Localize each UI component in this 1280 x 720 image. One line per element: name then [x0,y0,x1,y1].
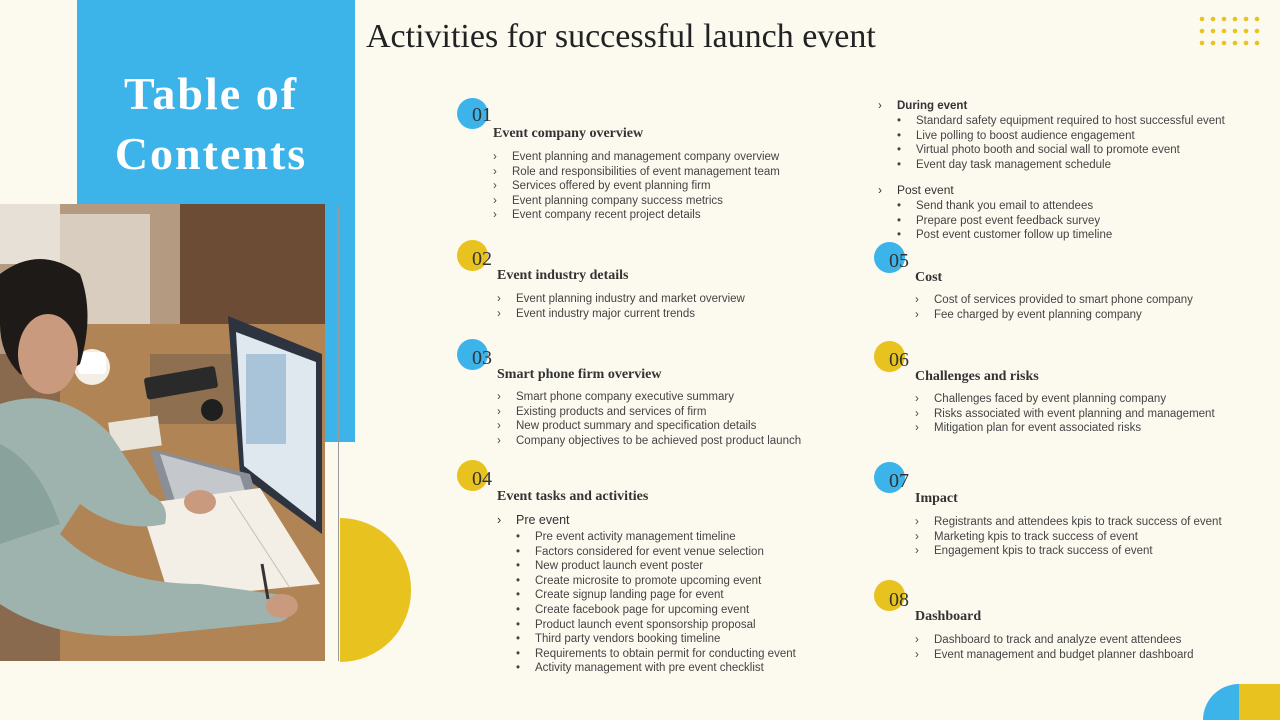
section-04-list [516,530,796,676]
list-item: • Live polling to boost audience engagement [897,129,1135,142]
corner-decoration [1203,684,1280,720]
list-item: › Existing products and services of firm [497,405,707,418]
toc-title-line1: Table of [123,68,299,119]
list-item: › Risks associated with event planning and management [915,407,1215,420]
dot-grid-decoration [1199,16,1261,48]
section-08-title: Dashboard [915,609,982,624]
list-item: • Pre event activity management timeline [516,531,736,543]
list-item: • Third party vendors booking timeline [516,633,721,646]
section-04-number: 04 [472,468,492,490]
list-item: • Factors considered for event venue selection [516,545,764,558]
section-03-list [497,390,801,448]
list-item: › Dashboard to track and analyze event attendees [915,634,1182,646]
list-item: › Company objectives to be achieved post product launch [497,434,802,447]
list-item: › Event company recent project details [493,209,701,222]
list-item: › Fee charged by event planning company [915,308,1142,321]
section-06-title: Challenges and risks [915,369,1039,384]
list-item: › Registrants and attendees kpis to track success of event [915,516,1222,528]
list-item: • Activity management with pre event checklist [516,662,764,675]
post-event-heading: › Post event [878,183,954,197]
section-08-number: 08 [889,589,909,611]
list-item: • Prepare post event feedback survey [897,214,1101,227]
pre-event-heading: › Pre event [497,513,570,527]
list-item: • Post event customer follow up timeline [897,229,1113,242]
list-item: › Engagement kpis to track success of event [915,545,1153,558]
list-item: • New product launch event poster [516,560,704,573]
list-item: › Challenges faced by event planning company [915,393,1167,405]
section-01-list [493,150,780,223]
toc-title-line2: Contents [114,128,308,179]
section-06-list [915,392,1215,436]
list-item: • Requirements to obtain permit for conducting event [516,647,796,660]
list-item: • Virtual photo booth and social wall to promote event [897,144,1180,157]
list-item: › Event planning and management company overview [493,151,780,163]
list-item: • Send thank you email to attendees [897,200,1094,212]
list-item: • Product launch event sponsorship proposal [516,618,756,631]
section-08-list [915,633,1194,662]
list-item: › Event industry major current trends [497,307,695,320]
list-item: › Role and responsibilities of event management team [493,165,780,178]
section-03-number: 03 [472,347,492,369]
list-item: • Create signup landing page for event [516,589,724,602]
section-05-number: 05 [889,250,909,272]
section-07-number: 07 [889,470,909,492]
during-event-heading: › During event [878,100,968,112]
list-item: › Smart phone company executive summary [497,391,734,403]
list-item: › Services offered by event planning firm [493,180,711,193]
list-item: • Event day task management schedule [897,158,1111,171]
list-item: › Cost of services provided to smart phone company [915,294,1193,306]
list-item: • Standard safety equipment required to host successful event [897,115,1225,127]
list-item: › Event planning industry and market overview [497,293,745,305]
list-item: • Create facebook page for upcoming event [516,603,750,616]
list-item: › Mitigation plan for event associated risks [915,422,1142,435]
section-01-number: 01 [472,104,492,126]
section-05-title: Cost [915,270,943,285]
section-01-title: Event company overview [493,126,644,141]
section-05-list [915,293,1193,322]
divider-line [338,205,339,661]
toc-title [77,64,345,184]
section-03-title: Smart phone firm overview [497,367,662,382]
section-04-title: Event tasks and activities [497,489,649,504]
section-02-title: Event industry details [497,268,629,283]
during-event-list [897,114,1225,172]
list-item: › Marketing kpis to track success of event [915,530,1138,543]
list-item: • Create microsite to promote upcoming event [516,574,762,587]
post-event-list [897,199,1112,243]
section-07-title: Impact [915,491,958,506]
section-06-number: 06 [889,349,909,371]
section-02-list [497,292,745,321]
section-07-list [915,515,1222,559]
section-02-number: 02 [472,248,492,270]
list-item: › New product summary and specification details [497,420,757,433]
yellow-half-circle [340,518,411,662]
woman-laptop-photo [0,204,325,661]
list-item: › Event planning company success metrics [493,194,723,207]
list-item: › Event management and budget planner dashboard [915,648,1194,661]
page-title: Activities for successful launch event [366,18,876,55]
